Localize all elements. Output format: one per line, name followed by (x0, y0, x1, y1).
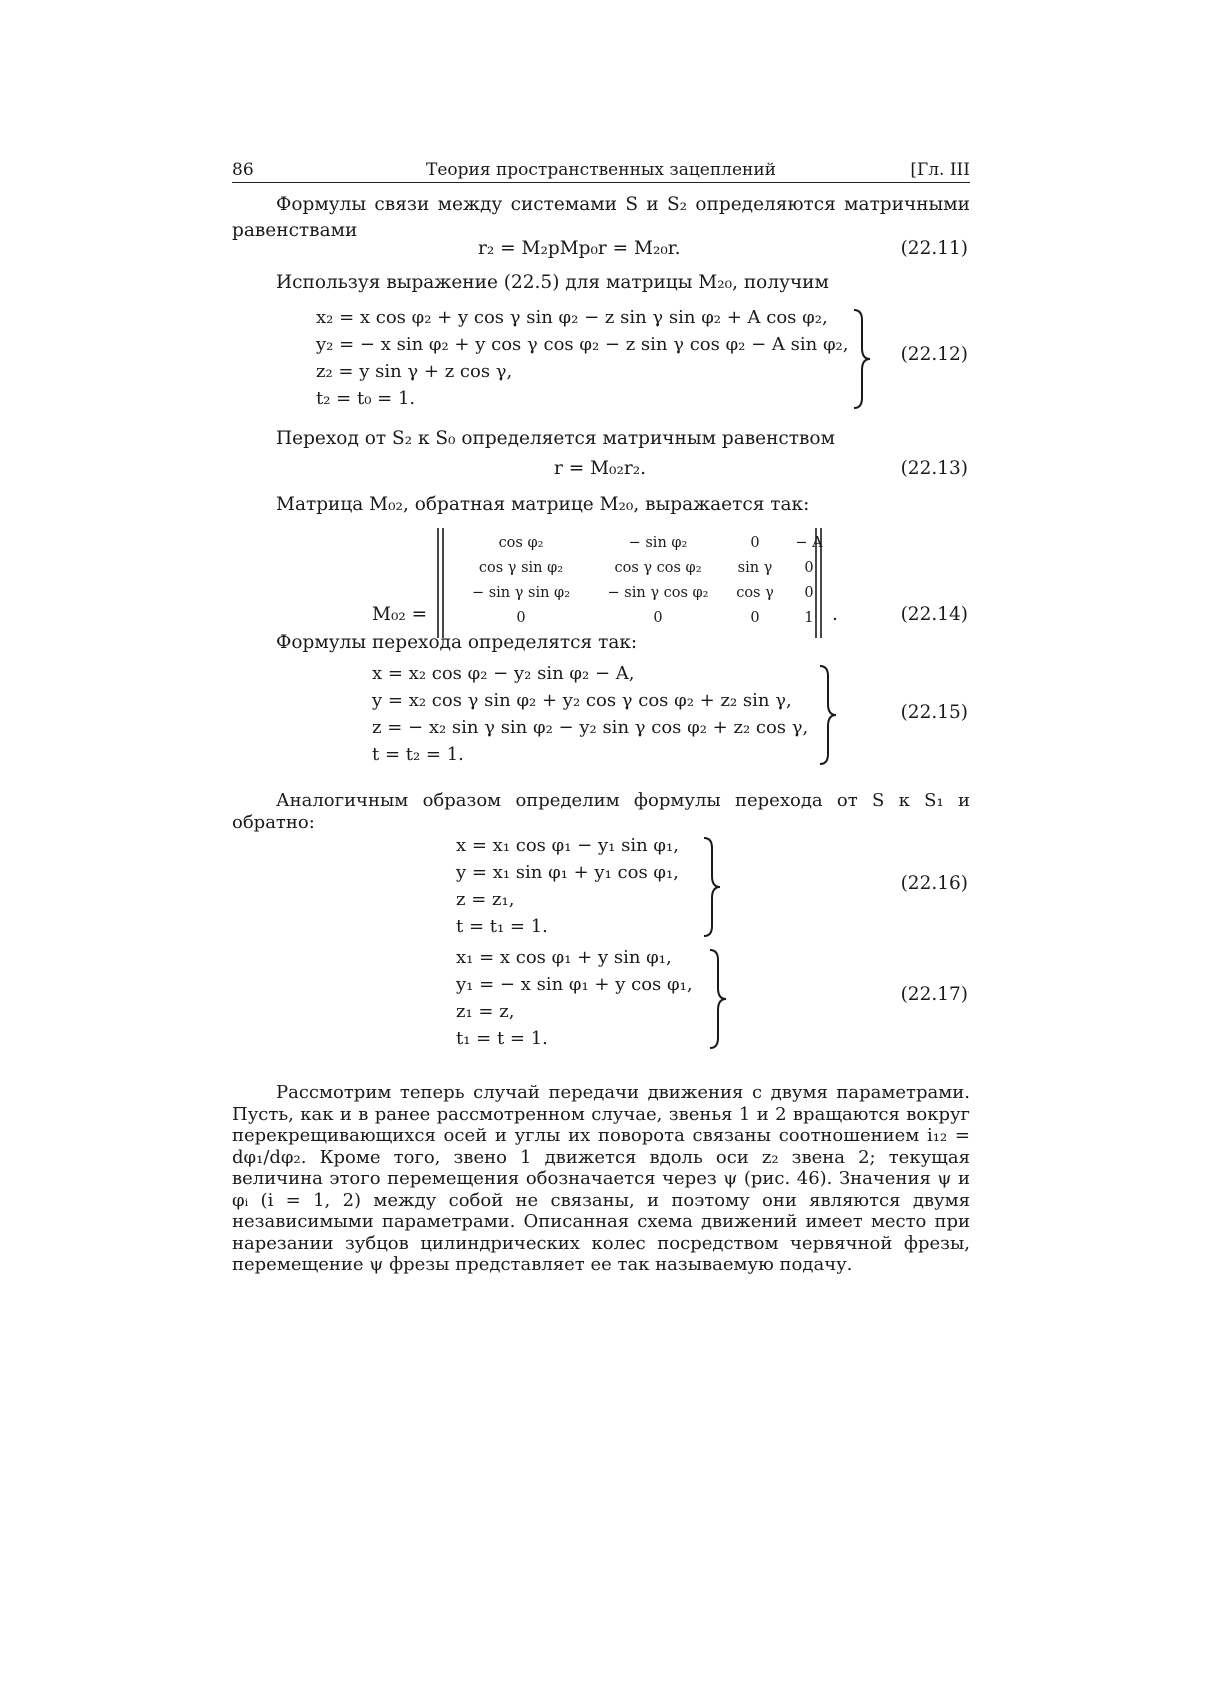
equation-system-22-17 (456, 944, 693, 1052)
matrix-cell: cos γ cos φ₂ (614, 559, 702, 576)
running-title: Теория пространственных зацеплений (425, 160, 777, 180)
equation-line: z = − x₂ sin γ sin φ₂ − y₂ sin γ cos φ₂ + z₂ cos γ, (372, 717, 809, 738)
paragraph-5: Формулы перехода определятся так: (276, 632, 638, 653)
equation-number-22-15: (22.15) (900, 702, 968, 723)
page-number: 86 (232, 160, 254, 180)
equation-line: z₁ = z, (456, 1001, 515, 1022)
right-brace-icon (852, 308, 874, 410)
matrix-cell: cos γ sin φ₂ (478, 559, 564, 576)
equation-line: y = x₂ cos γ sin φ₂ + y₂ cos γ cos φ₂ + z₂ sin γ, (372, 690, 792, 711)
equation-line: x = x₂ cos φ₂ − y₂ sin φ₂ − A, (372, 663, 635, 684)
equation-line: y₁ = − x sin φ₁ + y cos φ₁, (456, 974, 693, 995)
right-brace-icon (702, 836, 724, 938)
equation-line: t = t₂ = 1. (372, 744, 464, 765)
equation-line: t = t₁ = 1. (456, 916, 548, 937)
matrix-cell: − sin γ cos φ₂ (607, 584, 709, 601)
right-brace-icon (818, 664, 840, 766)
equation-line: z = z₁, (456, 889, 515, 910)
equation-line: x₁ = x cos φ₁ + y sin φ₁, (456, 947, 672, 968)
equation-number-22-14: (22.14) (900, 604, 968, 625)
equation-number-22-16: (22.16) (900, 873, 968, 894)
right-brace-icon (708, 948, 730, 1050)
matrix-cell: 1 (804, 609, 814, 626)
matrix-cell: 0 (804, 584, 814, 601)
matrix-cell: cos γ (736, 584, 774, 601)
matrix-cell: − sin γ sin φ₂ (471, 584, 571, 601)
equation-system-22-12 (316, 304, 849, 412)
equation-line: z₂ = y sin γ + z cos γ, (316, 361, 513, 382)
equation-line: y₂ = − x sin φ₂ + y cos γ cos φ₂ − z sin γ cos φ₂ − A sin φ₂, (316, 334, 849, 355)
paragraph-6: Аналогичным образом определим формулы перехода от S к S₁ и обратно: (232, 790, 970, 833)
running-header (232, 160, 970, 183)
equation-system-22-16 (456, 832, 679, 940)
matrix-cell: 0 (750, 609, 760, 626)
equation-number-22-13: (22.13) (900, 458, 968, 479)
equation-number-22-11: (22.11) (900, 238, 968, 259)
equation-number-22-12: (22.12) (900, 344, 968, 365)
paragraph-3: Переход от S₂ к S₀ определяется матричным равенством (276, 428, 835, 449)
matrix-period: . (832, 604, 838, 625)
paragraph-2: Используя выражение (22.5) для матрицы M₂₀, получим (276, 272, 829, 293)
equation-line: t₁ = t = 1. (456, 1028, 548, 1049)
matrix-row (450, 605, 832, 630)
matrix-cell: sin γ (737, 559, 773, 576)
matrix-row (450, 555, 832, 580)
matrix-cell: 0 (804, 559, 814, 576)
chapter-label: [Гл. III (910, 160, 970, 180)
equation-system-22-15 (372, 660, 808, 768)
matrix-row (450, 530, 832, 555)
equation-22-13: r = M₀₂r₂. (554, 458, 647, 479)
matrix-cell: cos φ₂ (498, 534, 544, 551)
matrix-cell: − sin φ₂ (628, 534, 688, 551)
matrix-cell: 0 (516, 609, 526, 626)
equation-line: x₂ = x cos φ₂ + y cos γ sin φ₂ − z sin γ sin φ₂ + A cos φ₂, (316, 307, 828, 328)
matrix-cell: − A (795, 534, 823, 551)
paragraph-7: Рассмотрим теперь случай передачи движения с двумя параметрами. Пусть, как и в ранее рассмотренном случае, звенья 1 и 2 вращаются вокруг перекрещивающихся осей и углы их поворота связаны соотношением i₁₂ = dφ₁/dφ₂. Кроме того, звено 1 движется вдоль оси z₂ звена 2; текущая величина этого перемещения обозначается через ψ (рис. 46). Значения ψ и φᵢ (i = 1, 2) между собой не связаны, и поэтому они являются двумя независимыми параметрами. Описанная схема движений имеет место при нарезании зубцов цилиндрических колес посредством червячной фрезы, перемещение ψ фрезы представляет ее так называемую подачу. (232, 1082, 970, 1275)
matrix-cell: 0 (653, 609, 663, 626)
equation-line: y = x₁ sin φ₁ + y₁ cos φ₁, (456, 862, 679, 883)
matrix-lhs: M₀₂ = (372, 604, 428, 625)
equation-number-22-17: (22.17) (900, 984, 968, 1005)
matrix-m02 (450, 530, 832, 630)
paragraph-4: Матрица M₀₂, обратная матрице M₂₀, выражается так: (276, 494, 810, 515)
equation-22-11: r₂ = M₂pMp₀r = M₂₀r. (478, 238, 681, 259)
paragraph-1: Формулы связи между системами S и S₂ определяются матричными равенствами (232, 194, 970, 241)
equation-line: t₂ = t₀ = 1. (316, 388, 416, 409)
matrix-row (450, 580, 832, 605)
equation-line: x = x₁ cos φ₁ − y₁ sin φ₁, (456, 835, 679, 856)
matrix-right-bar-icon (814, 526, 826, 640)
matrix-left-bar-icon (436, 526, 448, 640)
matrix-cell: 0 (750, 534, 760, 551)
